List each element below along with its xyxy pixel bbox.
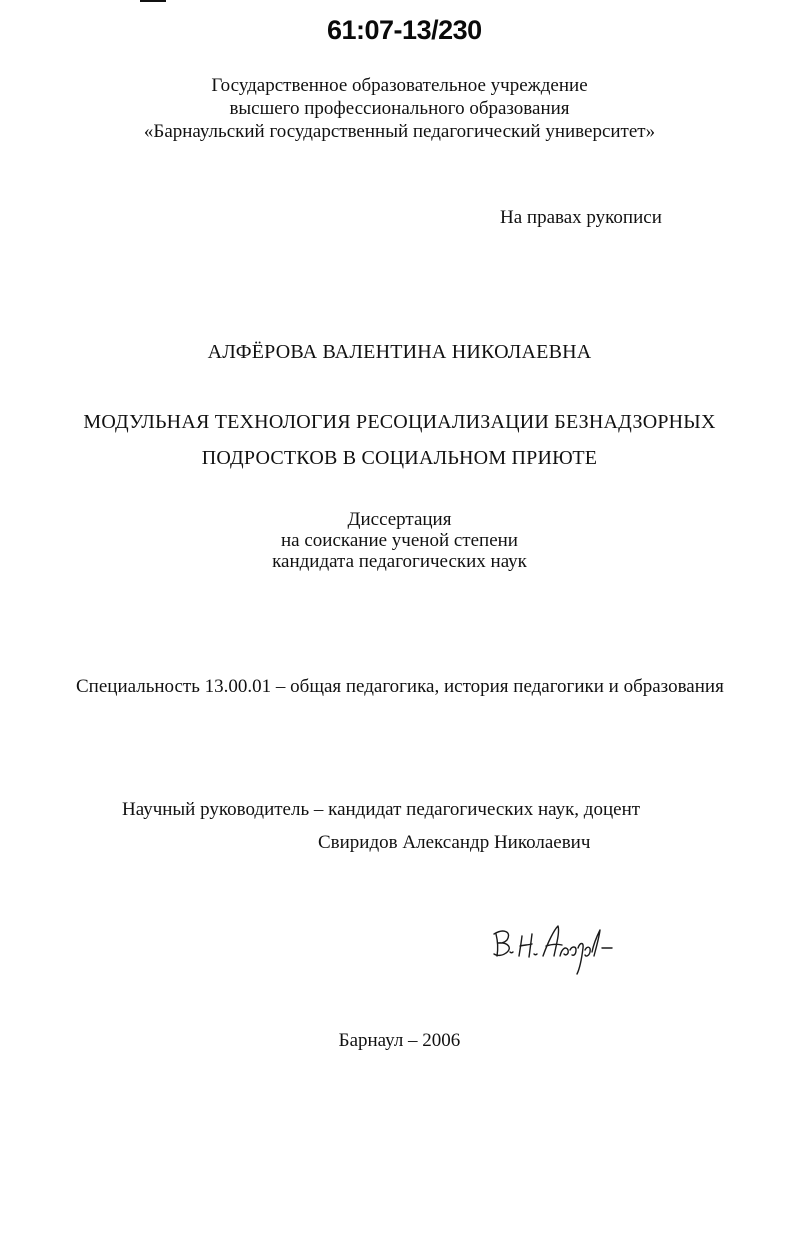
city-year: Барнаул – 2006 <box>338 1030 461 1051</box>
institution-line-3: «Барнаульский государственный педагогический университет» <box>143 121 656 142</box>
degree-line-3: кандидата педагогических наук <box>272 551 527 572</box>
institution-line-1: Государственное образовательное учреждение <box>211 75 588 96</box>
institution-header <box>0 74 799 143</box>
author-name: АЛФЁРОВА ВАЛЕНТИНА НИКОЛАЕВНА <box>207 341 592 363</box>
institution-line-2: высшего профессионального образования <box>229 98 570 119</box>
degree-line-2: на соискание ученой степени <box>281 530 518 551</box>
degree-block <box>0 509 799 572</box>
specialty-line: Специальность 13.00.01 – общая педагогика, история педагогики и образования <box>76 676 724 697</box>
thesis-title-line-1: МОДУЛЬНАЯ ТЕХНОЛОГИЯ РЕСОЦИАЛИЗАЦИИ БЕЗНАДЗОРНЫХ <box>83 411 716 433</box>
manuscript-note: На правах рукописи <box>500 207 662 228</box>
thesis-title-line-2: ПОДРОСТКОВ В СОЦИАЛЬНОМ ПРИЮТЕ <box>201 447 598 469</box>
top-rule-divider <box>140 0 166 2</box>
thesis-title <box>0 404 799 476</box>
handwritten-signature <box>488 912 618 976</box>
degree-line-1: Диссертация <box>347 509 452 530</box>
supervisor-role: Научный руководитель – кандидат педагогических наук, доцент <box>122 799 641 820</box>
supervisor-name: Свиридов Александр Николаевич <box>318 832 591 853</box>
catalog-number: 61:07-13/230 <box>327 15 482 45</box>
